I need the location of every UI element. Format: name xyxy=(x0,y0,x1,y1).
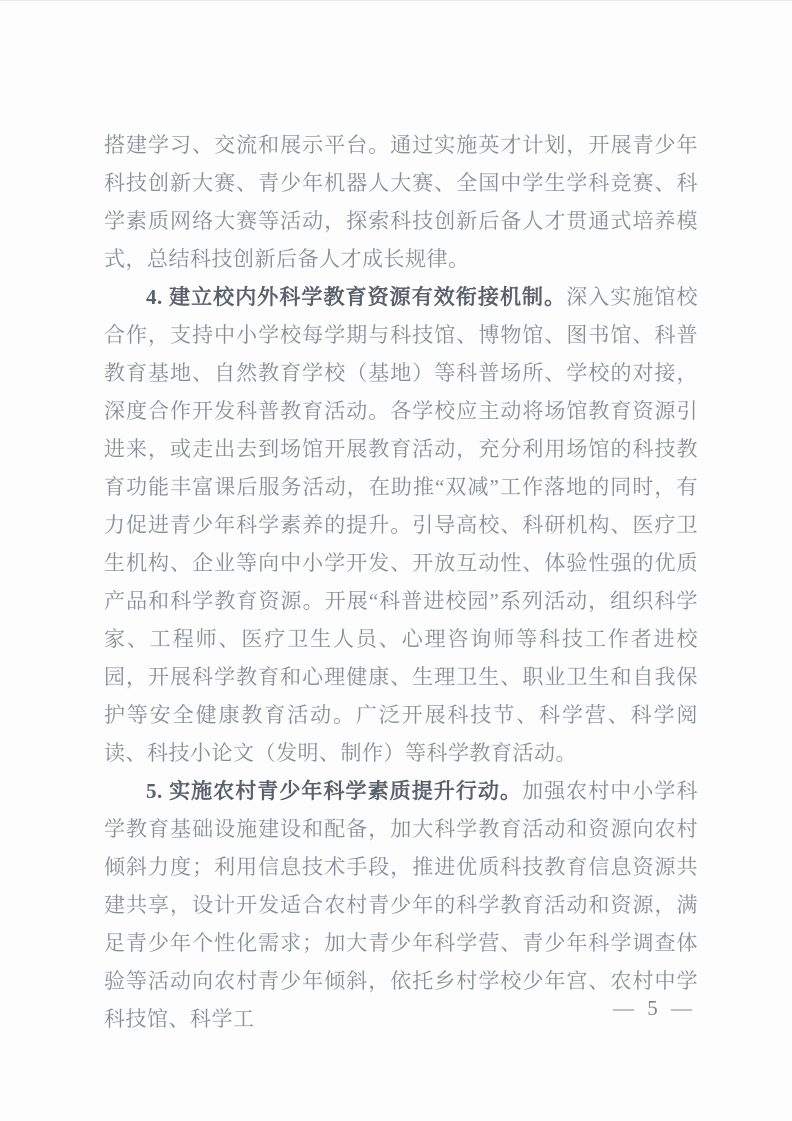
document-body xyxy=(104,126,698,1038)
paragraph-text-run: 搭建学习、交流和展示平台。通过实施英才计划，开展青少年科技创新大赛、青少年机器人大赛、全国中学生学科竞赛、科学素质网络大赛等活动，探索科技创新后备人才贯通式培养模式，总结科技创新后备人才成长规律。 xyxy=(104,133,698,271)
paragraph-text-run: 深入实施馆校合作，支持中小学校每学期与科技馆、博物馆、图书馆、科普教育基地、自然教育学校（基地）等科普场所、学校的对接，深度合作开发科普教育活动。各学校应主动将场馆教育资源引进来，或走出去到场馆开展教育活动，充分利用场馆的科技教育功能丰富课后服务活动，在助推“双减”工作落地的同时，有力促进青少年科学素养的提升。引导高校、科研机构、医疗卫生机构、企业等向中小学开发、开放互动性、体验性强的优质产品和科学教育资源。开展“科普进校园”系列活动，组织科学家、工程师、医疗卫生人员、心理咨询师等科技工作者进校园，开展科学教育和心理健康、生理卫生、职业卫生和自我保护等安全健康教育活动。广泛开展科技节、科学营、科学阅读、科技小论文（发明、制作）等科学教育活动。 xyxy=(104,285,698,765)
paragraph-heading-run: 4. 建立校内外科学教育资源有效衔接机制。 xyxy=(146,285,567,309)
paragraph-text-run: 加强农村中小学科学教育基础设施建设和配备，加大科学教育活动和资源向农村倾斜力度；利用信息技术手段，推进优质科技教育信息资源共建共享，设计开发适合农村青少年的科学教育活动和资源，满足青少年个性化需求；加大青少年科学营、青少年科学调查体验等活动向农村青少年倾斜，依托乡村学校少年宫、农村中学科技馆、科学工 xyxy=(104,779,698,1031)
page-number: — 5 — xyxy=(613,996,696,1020)
paragraph xyxy=(104,772,698,1038)
paragraph-heading-run: 5. 实施农村青少年科学素质提升行动。 xyxy=(146,779,523,803)
paragraph xyxy=(104,126,698,278)
paragraph xyxy=(104,278,698,772)
